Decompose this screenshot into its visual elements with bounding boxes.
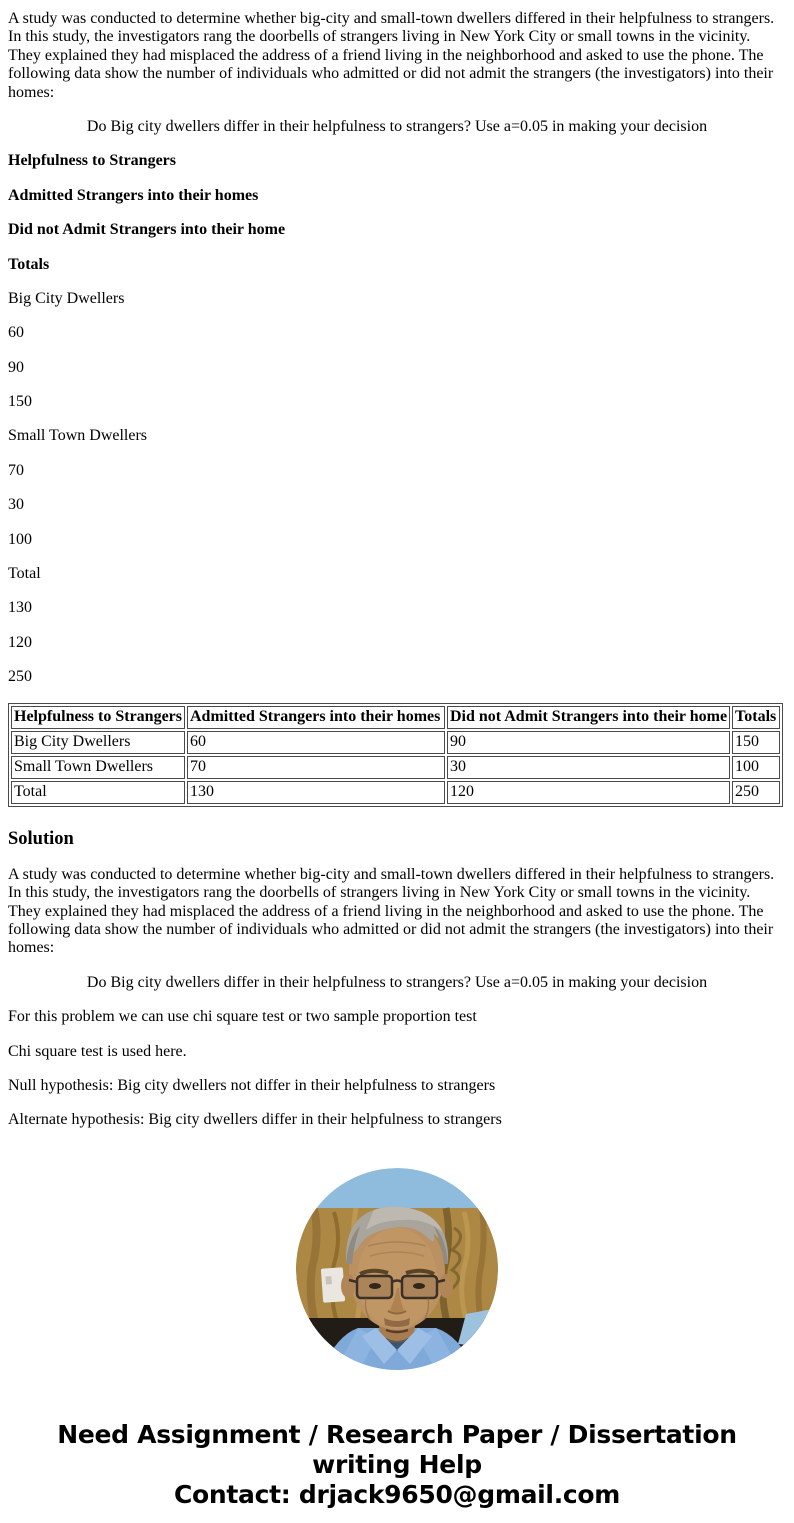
table-cell: 100 (732, 756, 780, 779)
list-item: 60 (8, 324, 24, 342)
list-item: 250 (8, 668, 32, 686)
list-item: 30 (8, 496, 24, 514)
footer-line: writing Help (312, 1449, 482, 1479)
heading-helpfulness: Helpfulness to Strangers (8, 152, 176, 170)
list-item: 90 (8, 358, 24, 376)
intro-paragraph: A study was conducted to determine whether big-city and small-town dwellers differed in their helpfulness to strangers. In this study, the investigators rang the doorbells of strangers living in New York City or small towns in the vicinity. They explained they had misplaced the address of a friend living in the neighborhood and asked to use the phone. The following data show the number of individuals who admitted or did not admit the strangers (the investigators) into their homes: (8, 10, 775, 101)
table-header-cell: Admitted Strangers into their homes (187, 706, 445, 729)
table-header-cell: Helpfulness to Strangers (11, 706, 185, 729)
table-header-row (11, 706, 780, 729)
footer-line: Need Assignment / Research Paper / Dissertation (57, 1419, 737, 1449)
solution-question-line: Do Big city dwellers differ in their helpfulness to strangers? Use a=0.05 in making your decision (86, 973, 708, 991)
heading-did-not-admit: Did not Admit Strangers into their home (8, 221, 286, 239)
table-cell: 30 (447, 756, 730, 779)
solution-line: Alternate hypothesis: Big city dwellers differ in their helpfulness to strangers (8, 1111, 502, 1129)
table-header-cell: Did not Admit Strangers into their home (447, 706, 730, 729)
footer-line: Contact: drjack9650@gmail.com (173, 1479, 621, 1509)
table-cell: Big City Dwellers (11, 731, 185, 754)
solution-line: Chi square test is used here. (8, 1042, 187, 1060)
table-cell: 60 (187, 731, 445, 754)
heading-admitted: Admitted Strangers into their homes (8, 186, 259, 204)
table-cell: 90 (447, 731, 730, 754)
footer-contact-block (8, 1420, 786, 1510)
solution-heading: Solution (8, 828, 74, 849)
portrait-container (8, 1168, 786, 1370)
question-line: Do Big city dwellers differ in their helpfulness to strangers? Use a=0.05 in making your decision (86, 117, 708, 135)
tutor-portrait-image (296, 1168, 498, 1370)
data-table (8, 703, 783, 807)
table-cell: Total (11, 781, 185, 804)
list-item: 150 (8, 393, 32, 411)
table-header-cell: Totals (732, 706, 780, 729)
list-item: Total (8, 565, 41, 583)
list-item: 120 (8, 633, 32, 651)
list-item: 100 (8, 530, 32, 548)
table-row (11, 781, 780, 804)
list-item: 130 (8, 599, 32, 617)
table-cell: 250 (732, 781, 780, 804)
solution-line: Null hypothesis: Big city dwellers not differ in their helpfulness to strangers (8, 1076, 496, 1094)
table-cell: 150 (732, 731, 780, 754)
list-item: Big City Dwellers (8, 289, 125, 307)
solution-line: For this problem we can use chi square test or two sample proportion test (8, 1008, 477, 1026)
table-cell: 130 (187, 781, 445, 804)
table-row (11, 731, 780, 754)
table-cell: Small Town Dwellers (11, 756, 185, 779)
list-item: Small Town Dwellers (8, 427, 148, 445)
heading-totals: Totals (8, 255, 50, 273)
table-cell: 70 (187, 756, 445, 779)
table-row (11, 756, 780, 779)
solution-intro-paragraph: A study was conducted to determine whether big-city and small-town dwellers differed in their helpfulness to strangers. In this study, the investigators rang the doorbells of strangers living in New York City or small towns in the vicinity. They explained they had misplaced the address of a friend living in the neighborhood and asked to use the phone. The following data show the number of individuals who admitted or did not admit the strangers (the investigators) into their homes: (8, 865, 775, 957)
list-item: 70 (8, 461, 24, 479)
table-cell: 120 (447, 781, 730, 804)
